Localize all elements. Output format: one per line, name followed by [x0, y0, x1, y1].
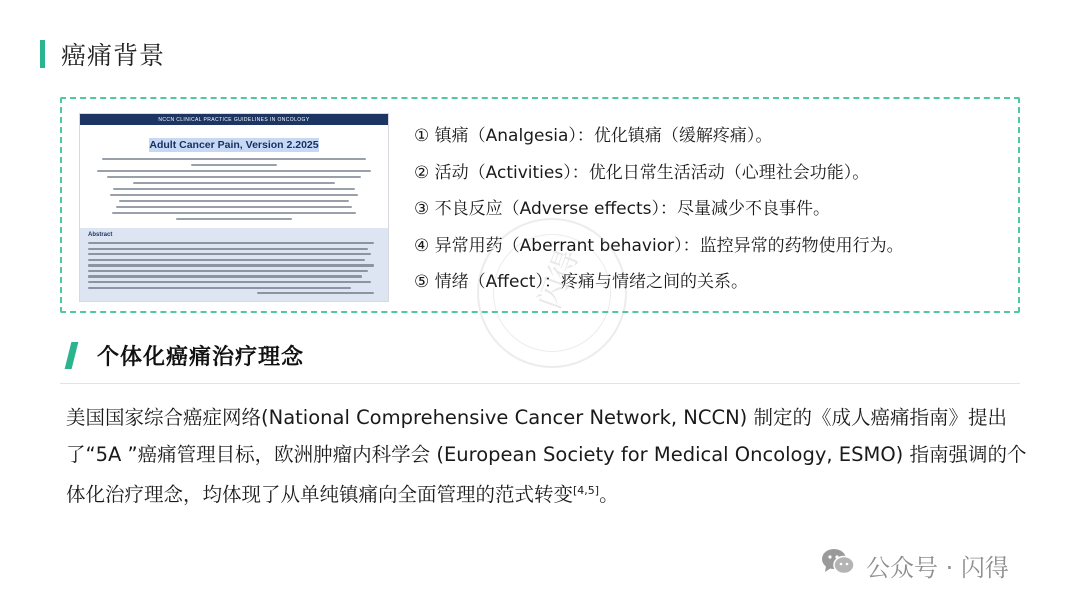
goal-item-adverse-effects: ③ 不良反应（Adverse effects）：尽量减少不良事件。	[414, 199, 830, 220]
citation-reference: [4,5]	[573, 484, 600, 497]
footer-watermark	[820, 547, 1009, 583]
paragraph-text: 美国国家综合癌症网络(National Comprehensive Cancer Network, NCCN) 制定的《成人癌痛指南》提出了“5A ”癌痛管理目标，欧洲肿瘤内科学会 (European Society for Medical Oncology, ESMO) 指南强调的个体化治疗理念，均体现了从单纯镇痛向全面管理的范式转变	[66, 406, 1027, 506]
footer-watermark-text: 公众号 · 闪得	[866, 553, 1009, 582]
subsection-header	[68, 340, 304, 371]
watermark-text: 闪得	[532, 245, 586, 314]
section-header	[40, 36, 165, 72]
goal-item-analgesia: ① 镇痛（Analgesia）：优化镇痛（缓解疼痛）。	[414, 126, 773, 146]
goal-item-activities: ② 活动（Activities）：优化日常生活活动（心理社会功能）。	[414, 162, 870, 183]
subsection-divider	[60, 383, 1020, 384]
document-author-list	[90, 158, 378, 220]
guideline-document-thumbnail	[79, 113, 389, 302]
goal-item-affect: ⑤ 情绪（Affect）：疼痛与情绪之间的关系。	[414, 272, 748, 293]
subsection-accent-slash	[65, 342, 79, 369]
section-accent-bar	[40, 40, 45, 68]
subsection-title: 个体化癌痛治疗理念	[97, 345, 305, 370]
document-title: Adult Cancer Pain, Version 2.2025	[149, 139, 319, 151]
body-paragraph	[66, 400, 1041, 514]
document-abstract	[80, 228, 388, 301]
wechat-icon	[820, 547, 856, 583]
document-header-band: NCCN CLINICAL PRACTICE GUIDELINES IN ONCOLOGY	[80, 114, 388, 125]
goal-item-aberrant-behavior: ④ 异常用药（Aberrant behavior）：监控异常的药物使用行为。	[414, 235, 904, 256]
abstract-heading: Abstract	[88, 232, 113, 238]
paragraph-end: 。	[599, 483, 619, 506]
section-title: 癌痛背景	[61, 41, 166, 70]
